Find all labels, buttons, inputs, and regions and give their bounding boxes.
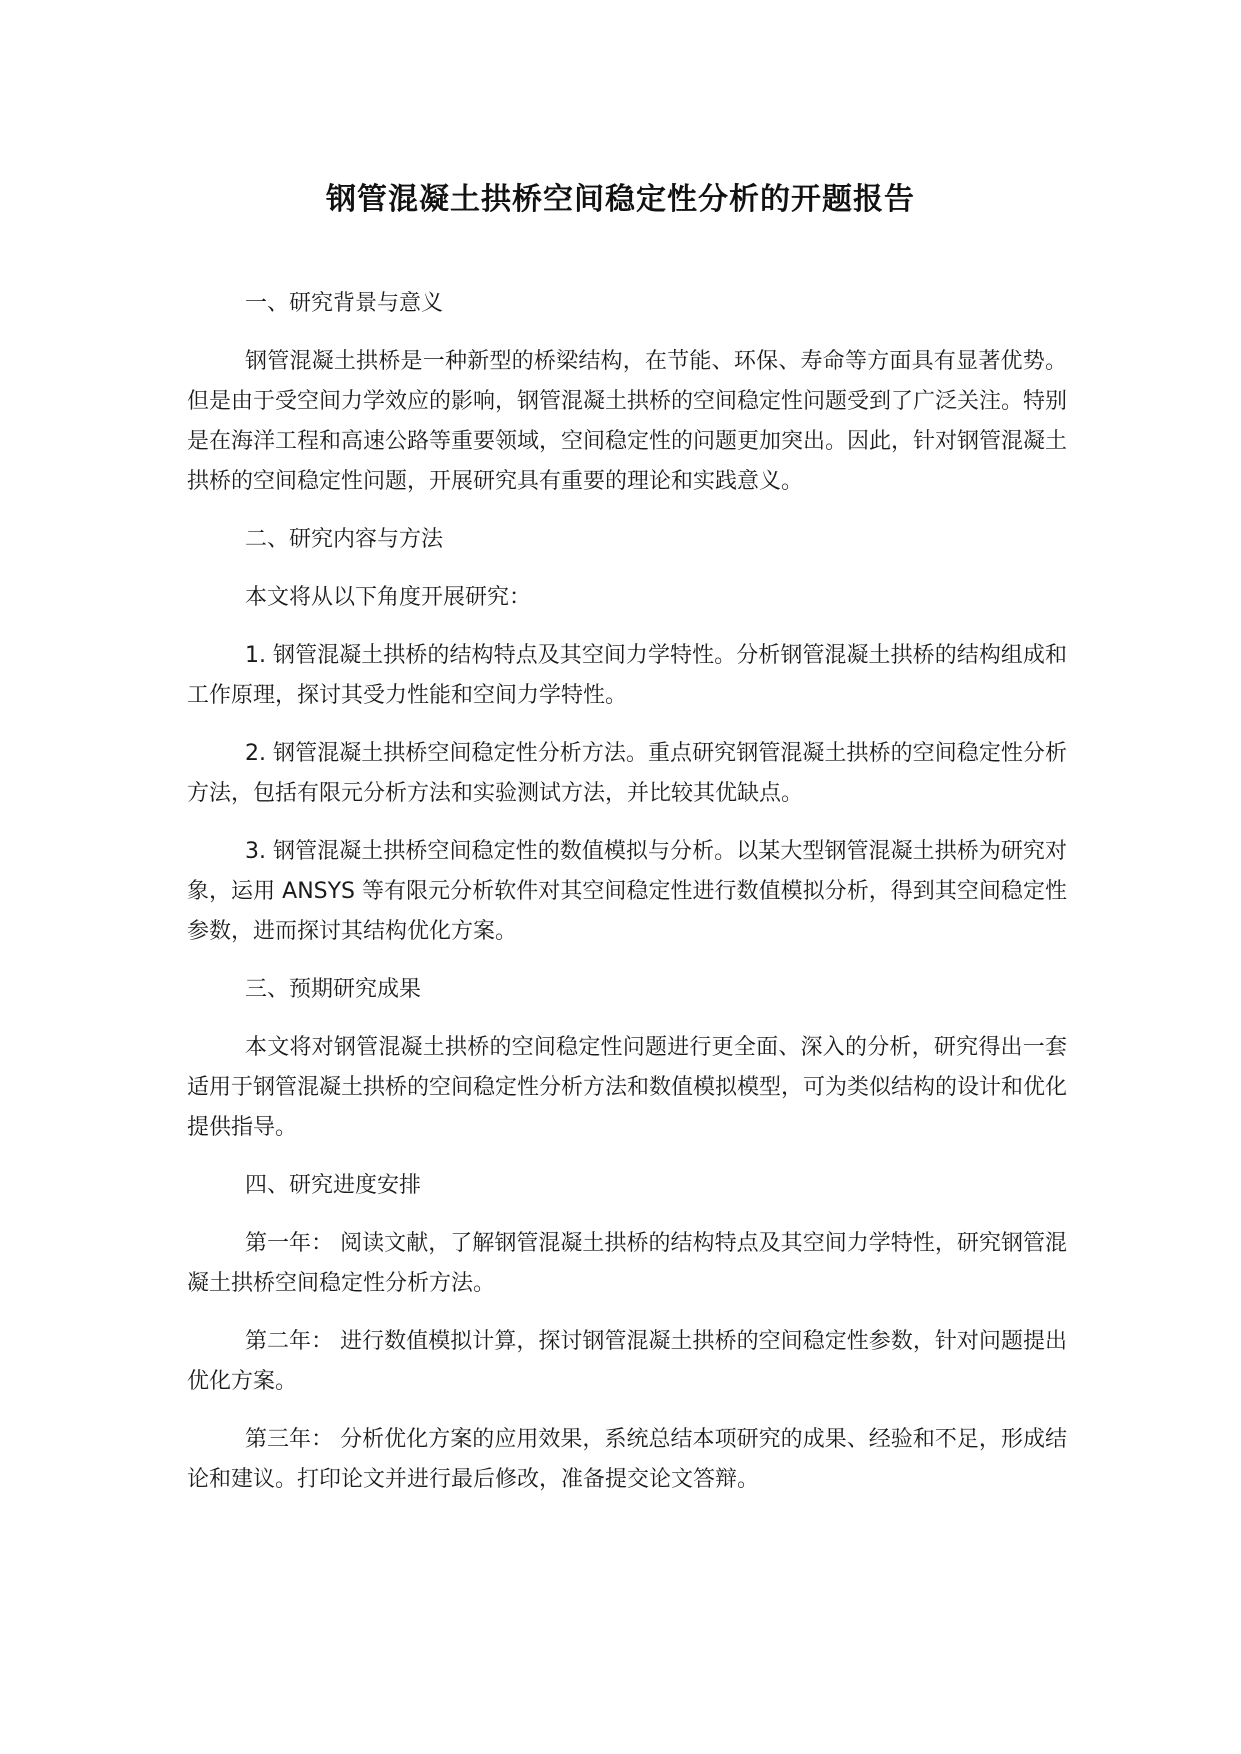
list-item: 3. 钢管混凝土拱桥空间稳定性的数值模拟与分析。以某大型钢管混凝土拱桥为研究对象，运用 ANSYS 等有限元分析软件对其空间稳定性进行数值模拟分析，得到其空间稳定性参数，进而探讨其结构优化方案。 <box>187 839 1067 944</box>
schedule-item: 第一年： 阅读文献，了解钢管混凝土拱桥的结构特点及其空间力学特性，研究钢管混凝土拱桥空间稳定性分析方法。 <box>187 1231 1067 1296</box>
section-heading: 一、研究背景与意义 <box>245 291 444 316</box>
body-paragraph: 钢管混凝土拱桥是一种新型的桥梁结构，在节能、环保、寿命等方面具有显著优势。但是由于受空间力学效应的影响，钢管混凝土拱桥的空间稳定性问题受到了广泛关注。特别是在海洋工程和高速公路等重要领域，空间稳定性的问题更加突出。因此，针对钢管混凝土拱桥的空间稳定性问题，开展研究具有重要的理论和实践意义。 <box>187 349 1068 494</box>
section-heading: 三、预期研究成果 <box>245 977 422 1002</box>
body-paragraph: 本文将从以下角度开展研究： <box>245 585 532 610</box>
list-item: 2. 钢管混凝土拱桥空间稳定性分析方法。重点研究钢管混凝土拱桥的空间稳定性分析方法，包括有限元分析方法和实验测试方法，并比较其优缺点。 <box>187 741 1067 806</box>
schedule-item: 第三年： 分析优化方案的应用效果，系统总结本项研究的成果、经验和不足，形成结论和建议。打印论文并进行最后修改，准备提交论文答辩。 <box>187 1427 1067 1492</box>
body-paragraph: 本文将对钢管混凝土拱桥的空间稳定性问题进行更全面、深入的分析，研究得出一套适用于钢管混凝土拱桥的空间稳定性分析方法和数值模拟模型，可为类似结构的设计和优化提供指导。 <box>187 1035 1068 1140</box>
document-title: 钢管混凝土拱桥空间稳定性分析的开题报告 <box>326 182 915 217</box>
section-heading: 二、研究内容与方法 <box>245 527 444 552</box>
document-body <box>187 284 1067 1518</box>
section-heading: 四、研究进度安排 <box>245 1173 422 1198</box>
list-item: 1. 钢管混凝土拱桥的结构特点及其空间力学特性。分析钢管混凝土拱桥的结构组成和工作原理，探讨其受力性能和空间力学特性。 <box>187 643 1067 708</box>
schedule-item: 第二年： 进行数值模拟计算，探讨钢管混凝土拱桥的空间稳定性参数，针对问题提出优化方案。 <box>187 1329 1067 1394</box>
